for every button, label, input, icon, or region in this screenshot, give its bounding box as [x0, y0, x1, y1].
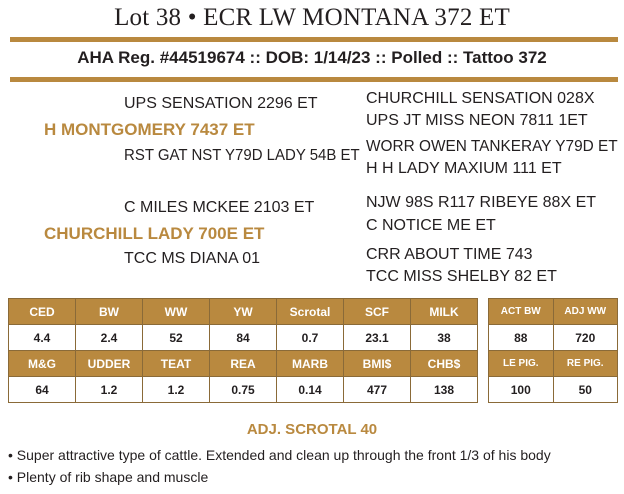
dam: CHURCHILL LADY 700E ET [44, 224, 265, 243]
dam-dam-sire: CRR ABOUT TIME 743 [366, 246, 533, 263]
sire-sire-sire: CHURCHILL SENSATION 028X [366, 90, 595, 107]
sire: H MONTGOMERY 7437 ET [44, 120, 255, 139]
epd-value: 4.4 [9, 325, 76, 351]
sire-sire: UPS SENSATION 2296 ET [124, 95, 318, 112]
epd-header: UDDER [76, 351, 143, 377]
measure-value: 50 [553, 377, 618, 403]
epd-header: CHB$ [411, 351, 478, 377]
measure-value: 88 [489, 325, 554, 351]
epd-table [8, 298, 478, 403]
epd-header-row-2 [9, 351, 478, 377]
epd-value: 0.7 [277, 325, 344, 351]
dam-sire: C MILES MCKEE 2103 ET [124, 199, 315, 216]
epd-value: 0.75 [210, 377, 277, 403]
measure-header: ADJ WW [553, 299, 618, 325]
measure-value-row-2 [489, 377, 618, 403]
epd-header: MARB [277, 351, 344, 377]
epd-value: 84 [210, 325, 277, 351]
measure-header: LE PIG. [489, 351, 554, 377]
dam-dam: TCC MS DIANA 01 [124, 250, 261, 267]
epd-header: BMI$ [344, 351, 411, 377]
sire-dam-sire: WORR OWEN TANKERAY Y79D ET [366, 138, 618, 155]
epd-value: 477 [344, 377, 411, 403]
epd-header: CED [9, 299, 76, 325]
comment-line: • Super attractive type of cattle. Extended and clean up through the front 1/3 of his body [8, 447, 551, 463]
epd-value-row-1 [9, 325, 478, 351]
measure-header-row-1 [489, 299, 618, 325]
epd-value: 1.2 [76, 377, 143, 403]
epd-header: Scrotal [277, 299, 344, 325]
dam-dam-dam: TCC MISS SHELBY 82 ET [366, 268, 557, 285]
epd-header: REA [210, 351, 277, 377]
epd-header-row-1 [9, 299, 478, 325]
comments [8, 444, 551, 488]
epd-header: YW [210, 299, 277, 325]
measure-header: ACT BW [489, 299, 554, 325]
measure-header: RE PIG. [553, 351, 618, 377]
epd-header: BW [76, 299, 143, 325]
lot-title: Lot 38 • ECR LW MONTANA 372 ET [114, 4, 510, 31]
sire-dam: RST GAT NST Y79D LADY 54B ET [124, 147, 360, 164]
measure-value: 100 [489, 377, 554, 403]
measurements-table [488, 298, 618, 403]
epd-header: MILK [411, 299, 478, 325]
epd-header: TEAT [143, 351, 210, 377]
epd-value: 2.4 [76, 325, 143, 351]
top-divider [10, 37, 618, 42]
measure-value: 720 [553, 325, 618, 351]
sire-sire-dam: UPS JT MISS NEON 7811 1ET [366, 112, 588, 129]
epd-value: 1.2 [143, 377, 210, 403]
sire-dam-dam: H H LADY MAXIUM 111 ET [366, 160, 562, 177]
dam-sire-dam: C NOTICE ME ET [366, 217, 496, 234]
epd-value: 38 [411, 325, 478, 351]
epd-value-row-2 [9, 377, 478, 403]
bottom-divider [10, 77, 618, 82]
epd-header: WW [143, 299, 210, 325]
adj-scrotal: ADJ. SCROTAL 40 [246, 421, 378, 438]
epd-value: 0.14 [277, 377, 344, 403]
dam-sire-sire: NJW 98S R117 RIBEYE 88X ET [366, 194, 597, 211]
epd-header: M&G [9, 351, 76, 377]
comment-line: • Plenty of rib shape and muscle [8, 469, 209, 485]
registration-line: AHA Reg. #44519674 :: DOB: 1/14/23 :: Polled :: Tattoo 372 [77, 48, 547, 67]
epd-value: 23.1 [344, 325, 411, 351]
measure-header-row-2 [489, 351, 618, 377]
epd-value: 64 [9, 377, 76, 403]
epd-value: 52 [143, 325, 210, 351]
measure-value-row-1 [489, 325, 618, 351]
epd-header: SCF [344, 299, 411, 325]
epd-value: 138 [411, 377, 478, 403]
